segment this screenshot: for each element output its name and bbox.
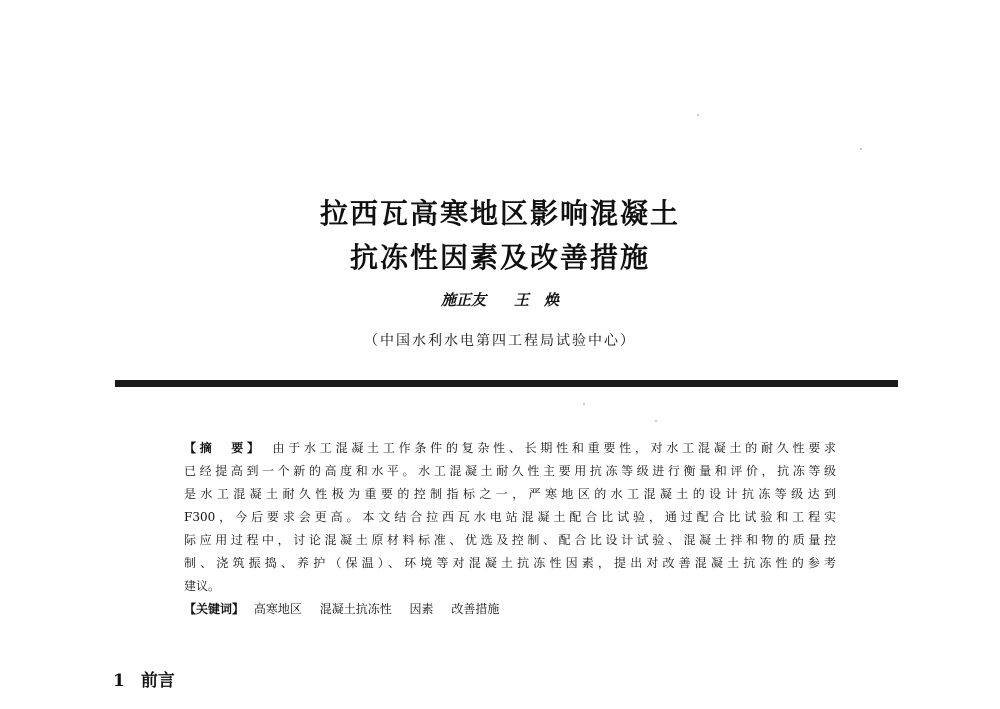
scan-speck bbox=[860, 148, 862, 150]
abstract-label: 【摘 要】 bbox=[184, 441, 257, 455]
author-name: 施正友 bbox=[440, 291, 486, 309]
keyword: 改善措施 bbox=[451, 602, 500, 616]
abstract-line: 制、浇筑振捣、养护（保温）、环境等对混凝土抗冻性因素，提出对改善混凝土抗冻性的参考 bbox=[184, 556, 836, 570]
abstract-line: 是水工混凝土耐久性极为重要的控制指标之一，严寒地区的水工混凝土的设计抗冻等级达到 bbox=[184, 487, 836, 501]
keyword: 混凝土抗冻性 bbox=[319, 602, 392, 616]
keyword: 高寒地区 bbox=[253, 602, 302, 616]
author-list bbox=[0, 289, 1000, 310]
abstract-text: 由于水工混凝土工作条件的复杂性、长期性和重要性，对水工混凝土的耐久性要求 bbox=[272, 441, 836, 455]
author-affiliation: （中国水利水电第四工程局试验中心） bbox=[364, 333, 636, 349]
paper-title-line-1: 拉西瓦高寒地区影响混凝土 bbox=[319, 197, 680, 230]
abstract-line: F300，今后要求会更高。本文结合拉西瓦水电站混凝土配合比试验，通过配合比试验和工程实 bbox=[184, 510, 836, 524]
keywords-block bbox=[184, 598, 836, 621]
keywords-label: 【关键词】 bbox=[184, 602, 239, 616]
abstract-line bbox=[184, 437, 836, 460]
header-divider bbox=[115, 380, 898, 387]
section-number: 1 bbox=[113, 671, 125, 691]
scan-speck bbox=[583, 403, 585, 405]
scan-speck bbox=[655, 420, 657, 422]
abstract-line: 建议。 bbox=[184, 579, 221, 593]
abstract-line: 际应用过程中，讨论混凝土原材料标准、优选及控制、配合比设计试验、混凝土拌和物的质量控 bbox=[184, 533, 836, 547]
abstract-block bbox=[184, 437, 836, 598]
scan-speck bbox=[697, 114, 699, 116]
paper-title-line-2: 抗冻性因素及改善措施 bbox=[349, 241, 650, 274]
author-name: 王 焕 bbox=[514, 291, 560, 309]
abstract-line: 已经提高到一个新的高度和水平。水工混凝土耐久性主要用抗冻等级进行衡量和评价，抗冻等级 bbox=[184, 464, 836, 478]
keyword: 因素 bbox=[409, 602, 434, 616]
section-heading bbox=[113, 666, 175, 691]
section-title: 前言 bbox=[140, 671, 175, 691]
